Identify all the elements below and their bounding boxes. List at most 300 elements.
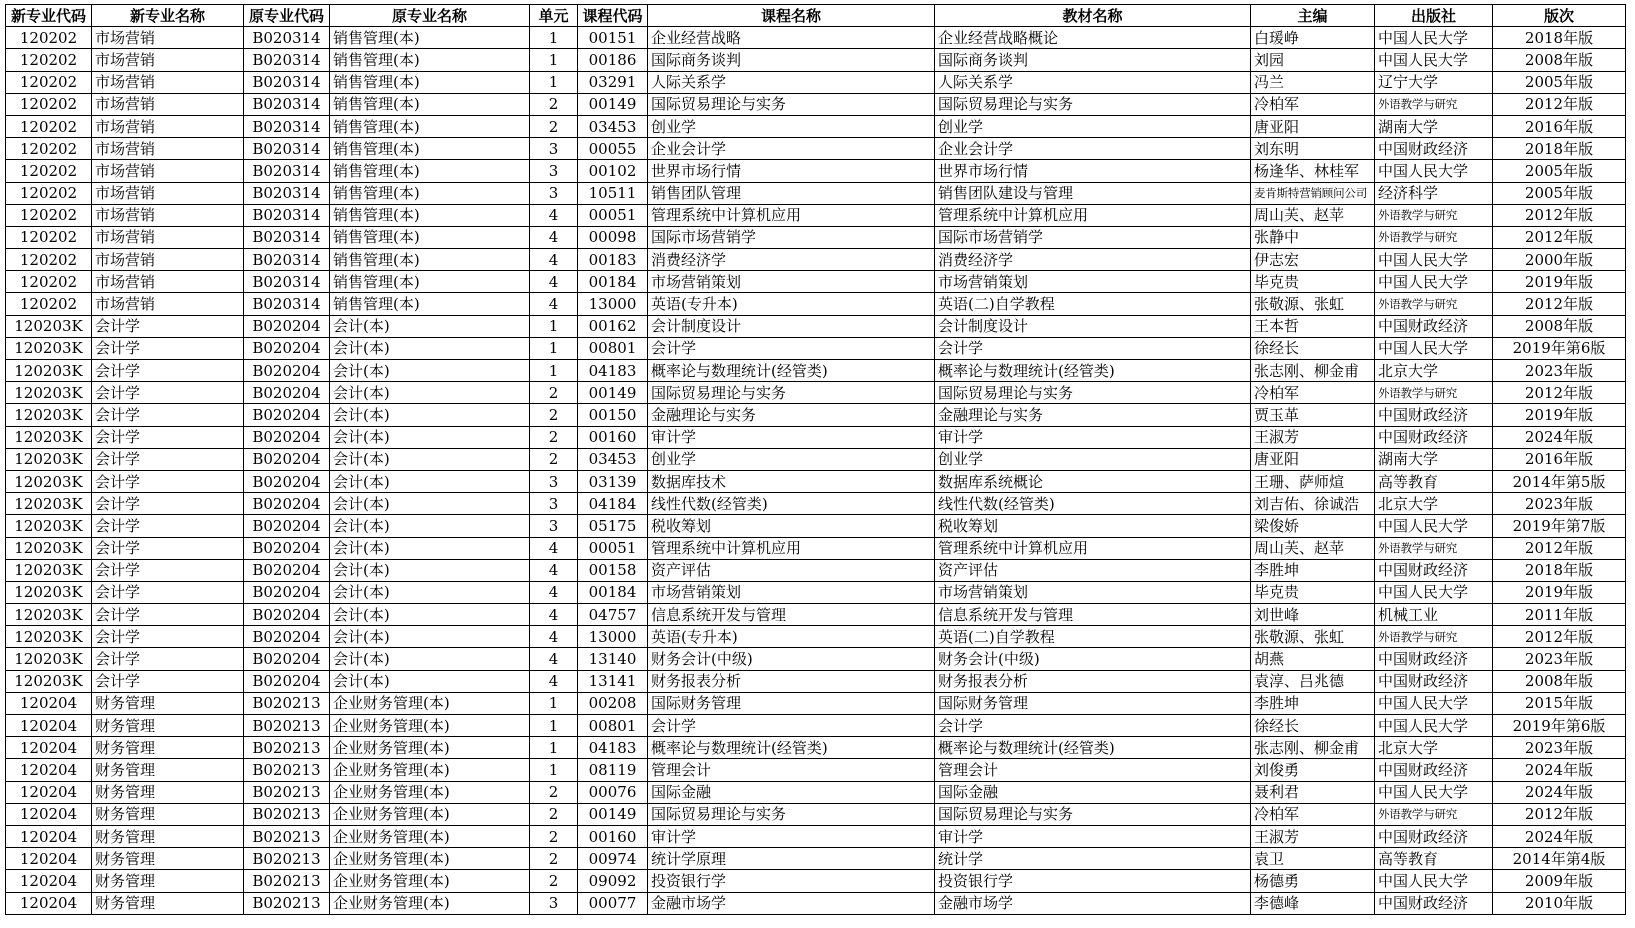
cell-textbook-name: 金融理论与实务: [935, 404, 1251, 426]
cell-unit: 1: [530, 49, 578, 71]
cell-edition: 2012年版: [1493, 204, 1626, 226]
cell-chief-editor: 王淑芳: [1251, 426, 1375, 448]
cell-old-major-name: 企业财务管理(本): [330, 692, 530, 714]
cell-old-major-code: B020204: [244, 315, 330, 337]
cell-edition: 2016年版: [1493, 448, 1626, 470]
cell-edition: 2023年版: [1493, 493, 1626, 515]
cell-course-name: 企业经营战略: [648, 27, 935, 49]
table-row: [6, 160, 1626, 182]
cell-course-name: 信息系统开发与管理: [648, 604, 935, 626]
cell-publisher: 北京大学: [1375, 737, 1493, 759]
cell-unit: 1: [530, 360, 578, 382]
cell-publisher: 中国人民大学: [1375, 515, 1493, 537]
cell-unit: 4: [530, 293, 578, 315]
cell-old-major-name: 销售管理(本): [330, 115, 530, 137]
cell-edition: 2019年版: [1493, 404, 1626, 426]
cell-old-major-code: B020213: [244, 892, 330, 914]
cell-edition: 2024年版: [1493, 759, 1626, 781]
cell-new-major-name: 会计学: [92, 382, 244, 404]
cell-course-name: 创业学: [648, 115, 935, 137]
cell-old-major-code: B020314: [244, 204, 330, 226]
cell-publisher: 中国人民大学: [1375, 249, 1493, 271]
cell-course-code: 00076: [578, 781, 648, 803]
cell-unit: 4: [530, 626, 578, 648]
cell-course-name: 国际财务管理: [648, 692, 935, 714]
cell-publisher: 辽宁大学: [1375, 71, 1493, 93]
cell-unit: 2: [530, 781, 578, 803]
cell-edition: 2015年版: [1493, 692, 1626, 714]
column-header-unit: 单元: [530, 5, 578, 27]
table-header-row: [6, 5, 1626, 27]
cell-old-major-name: 销售管理(本): [330, 49, 530, 71]
cell-textbook-name: 创业学: [935, 448, 1251, 470]
cell-new-major-name: 会计学: [92, 448, 244, 470]
cell-old-major-code: B020314: [244, 160, 330, 182]
cell-new-major-code: 120202: [6, 71, 92, 93]
cell-new-major-name: 财务管理: [92, 759, 244, 781]
cell-new-major-code: 120203K: [6, 493, 92, 515]
cell-old-major-name: 会计(本): [330, 337, 530, 359]
cell-new-major-code: 120204: [6, 737, 92, 759]
cell-publisher: 外语教学与研究: [1375, 226, 1493, 248]
cell-old-major-code: B020213: [244, 759, 330, 781]
cell-publisher: 中国财政经济: [1375, 825, 1493, 847]
cell-new-major-code: 120204: [6, 848, 92, 870]
cell-textbook-name: 国际财务管理: [935, 692, 1251, 714]
table-row: [6, 404, 1626, 426]
cell-old-major-name: 企业财务管理(本): [330, 825, 530, 847]
cell-unit: 4: [530, 271, 578, 293]
cell-course-name: 国际贸易理论与实务: [648, 382, 935, 404]
table-row: [6, 293, 1626, 315]
cell-old-major-name: 企业财务管理(本): [330, 870, 530, 892]
cell-textbook-name: 国际贸易理论与实务: [935, 803, 1251, 825]
cell-old-major-code: B020213: [244, 737, 330, 759]
table-row: [6, 204, 1626, 226]
cell-publisher: 湖南大学: [1375, 115, 1493, 137]
cell-unit: 2: [530, 448, 578, 470]
table-row: [6, 803, 1626, 825]
cell-course-code: 00160: [578, 426, 648, 448]
cell-chief-editor: 刘世峰: [1251, 604, 1375, 626]
cell-edition: 2018年版: [1493, 559, 1626, 581]
cell-chief-editor: 胡燕: [1251, 648, 1375, 670]
cell-chief-editor: 杨逢华、林桂军: [1251, 160, 1375, 182]
cell-new-major-code: 120202: [6, 204, 92, 226]
cell-textbook-name: 金融市场学: [935, 892, 1251, 914]
cell-course-name: 会计制度设计: [648, 315, 935, 337]
cell-course-name: 消费经济学: [648, 249, 935, 271]
cell-new-major-name: 市场营销: [92, 160, 244, 182]
cell-unit: 4: [530, 604, 578, 626]
cell-edition: 2019年版: [1493, 271, 1626, 293]
table-row: [6, 71, 1626, 93]
cell-course-name: 线性代数(经管类): [648, 493, 935, 515]
cell-course-code: 05175: [578, 515, 648, 537]
cell-old-major-name: 会计(本): [330, 315, 530, 337]
cell-old-major-name: 销售管理(本): [330, 71, 530, 93]
cell-textbook-name: 国际商务谈判: [935, 49, 1251, 71]
cell-unit: 1: [530, 27, 578, 49]
table-row: [6, 115, 1626, 137]
cell-course-code: 03453: [578, 448, 648, 470]
cell-old-major-code: B020204: [244, 493, 330, 515]
cell-new-major-code: 120203K: [6, 626, 92, 648]
cell-new-major-code: 120203K: [6, 470, 92, 492]
cell-old-major-code: B020204: [244, 360, 330, 382]
cell-new-major-code: 120202: [6, 93, 92, 115]
cell-textbook-name: 国际贸易理论与实务: [935, 93, 1251, 115]
cell-course-name: 创业学: [648, 448, 935, 470]
cell-new-major-code: 120204: [6, 692, 92, 714]
cell-old-major-name: 企业财务管理(本): [330, 781, 530, 803]
cell-unit: 2: [530, 870, 578, 892]
cell-old-major-code: B020314: [244, 115, 330, 137]
cell-edition: 2012年版: [1493, 803, 1626, 825]
cell-textbook-name: 世界市场行情: [935, 160, 1251, 182]
cell-course-name: 国际金融: [648, 781, 935, 803]
table-row: [6, 626, 1626, 648]
cell-edition: 2008年版: [1493, 670, 1626, 692]
cell-new-major-name: 市场营销: [92, 226, 244, 248]
cell-new-major-code: 120203K: [6, 448, 92, 470]
column-header-new-major-name: 新专业名称: [92, 5, 244, 27]
cell-new-major-code: 120202: [6, 138, 92, 160]
cell-course-code: 00801: [578, 337, 648, 359]
cell-edition: 2014年第5版: [1493, 470, 1626, 492]
table-row: [6, 781, 1626, 803]
cell-course-name: 财务会计(中级): [648, 648, 935, 670]
cell-new-major-code: 120203K: [6, 337, 92, 359]
cell-edition: 2005年版: [1493, 160, 1626, 182]
column-header-old-major-name: 原专业名称: [330, 5, 530, 27]
cell-course-name: 管理会计: [648, 759, 935, 781]
cell-course-code: 04757: [578, 604, 648, 626]
cell-publisher: 高等教育: [1375, 848, 1493, 870]
cell-new-major-name: 会计学: [92, 515, 244, 537]
cell-course-name: 金融市场学: [648, 892, 935, 914]
cell-old-major-name: 会计(本): [330, 382, 530, 404]
cell-new-major-name: 会计学: [92, 360, 244, 382]
cell-new-major-code: 120202: [6, 27, 92, 49]
cell-publisher: 中国人民大学: [1375, 49, 1493, 71]
cell-textbook-name: 国际金融: [935, 781, 1251, 803]
cell-edition: 2008年版: [1493, 315, 1626, 337]
cell-old-major-code: B020314: [244, 138, 330, 160]
cell-old-major-name: 销售管理(本): [330, 93, 530, 115]
cell-new-major-name: 会计学: [92, 581, 244, 603]
cell-new-major-code: 120203K: [6, 604, 92, 626]
column-header-publisher: 出版社: [1375, 5, 1493, 27]
cell-old-major-name: 会计(本): [330, 515, 530, 537]
cell-edition: 2019年第6版: [1493, 337, 1626, 359]
cell-chief-editor: 徐经长: [1251, 337, 1375, 359]
cell-unit: 2: [530, 93, 578, 115]
cell-old-major-code: B020314: [244, 271, 330, 293]
cell-new-major-code: 120203K: [6, 670, 92, 692]
cell-new-major-name: 财务管理: [92, 692, 244, 714]
table-row: [6, 515, 1626, 537]
cell-chief-editor: 毕克贵: [1251, 271, 1375, 293]
cell-chief-editor: 白瑗峥: [1251, 27, 1375, 49]
cell-new-major-name: 市场营销: [92, 182, 244, 204]
cell-course-name: 审计学: [648, 825, 935, 847]
cell-course-name: 国际贸易理论与实务: [648, 803, 935, 825]
cell-course-code: 03139: [578, 470, 648, 492]
cell-publisher: 中国人民大学: [1375, 715, 1493, 737]
cell-new-major-code: 120202: [6, 115, 92, 137]
cell-edition: 2023年版: [1493, 360, 1626, 382]
cell-edition: 2019年第6版: [1493, 715, 1626, 737]
cell-chief-editor: 贾玉革: [1251, 404, 1375, 426]
cell-new-major-name: 市场营销: [92, 115, 244, 137]
cell-publisher: 外语教学与研究: [1375, 537, 1493, 559]
cell-unit: 4: [530, 249, 578, 271]
column-header-textbook-name: 教材名称: [935, 5, 1251, 27]
cell-chief-editor: 刘吉佑、徐诚浩: [1251, 493, 1375, 515]
cell-course-code: 10511: [578, 182, 648, 204]
cell-unit: 2: [530, 404, 578, 426]
cell-new-major-code: 120203K: [6, 559, 92, 581]
cell-textbook-name: 概率论与数理统计(经管类): [935, 360, 1251, 382]
table-row: [6, 870, 1626, 892]
cell-edition: 2023年版: [1493, 648, 1626, 670]
table-row: [6, 382, 1626, 404]
table-row: [6, 315, 1626, 337]
cell-course-name: 概率论与数理统计(经管类): [648, 737, 935, 759]
cell-publisher: 外语教学与研究: [1375, 204, 1493, 226]
cell-textbook-name: 概率论与数理统计(经管类): [935, 737, 1251, 759]
table-row: [6, 426, 1626, 448]
cell-old-major-name: 企业财务管理(本): [330, 848, 530, 870]
cell-edition: 2000年版: [1493, 249, 1626, 271]
cell-old-major-code: B020204: [244, 448, 330, 470]
cell-unit: 1: [530, 337, 578, 359]
cell-course-name: 世界市场行情: [648, 160, 935, 182]
cell-old-major-code: B020213: [244, 825, 330, 847]
cell-edition: 2012年版: [1493, 537, 1626, 559]
cell-course-name: 市场营销策划: [648, 581, 935, 603]
cell-old-major-name: 企业财务管理(本): [330, 803, 530, 825]
cell-edition: 2024年版: [1493, 426, 1626, 448]
cell-course-name: 管理系统中计算机应用: [648, 537, 935, 559]
cell-publisher: 北京大学: [1375, 493, 1493, 515]
cell-new-major-name: 会计学: [92, 648, 244, 670]
cell-course-code: 00801: [578, 715, 648, 737]
cell-new-major-name: 会计学: [92, 426, 244, 448]
cell-unit: 1: [530, 315, 578, 337]
cell-textbook-name: 企业会计学: [935, 138, 1251, 160]
cell-course-name: 财务报表分析: [648, 670, 935, 692]
cell-publisher: 中国人民大学: [1375, 581, 1493, 603]
cell-textbook-name: 线性代数(经管类): [935, 493, 1251, 515]
cell-unit: 2: [530, 426, 578, 448]
cell-old-major-name: 会计(本): [330, 626, 530, 648]
cell-publisher: 外语教学与研究: [1375, 93, 1493, 115]
cell-publisher: 中国财政经济: [1375, 138, 1493, 160]
cell-new-major-name: 财务管理: [92, 737, 244, 759]
table-row: [6, 226, 1626, 248]
cell-old-major-code: B020213: [244, 715, 330, 737]
cell-course-code: 09092: [578, 870, 648, 892]
cell-old-major-name: 销售管理(本): [330, 182, 530, 204]
cell-publisher: 机械工业: [1375, 604, 1493, 626]
cell-course-name: 概率论与数理统计(经管类): [648, 360, 935, 382]
cell-unit: 1: [530, 692, 578, 714]
cell-textbook-name: 审计学: [935, 426, 1251, 448]
cell-old-major-name: 会计(本): [330, 648, 530, 670]
cell-new-major-name: 会计学: [92, 315, 244, 337]
cell-textbook-name: 市场营销策划: [935, 271, 1251, 293]
cell-publisher: 中国人民大学: [1375, 27, 1493, 49]
cell-new-major-name: 会计学: [92, 537, 244, 559]
cell-edition: 2016年版: [1493, 115, 1626, 137]
cell-course-code: 13141: [578, 670, 648, 692]
cell-course-name: 数据库技术: [648, 470, 935, 492]
cell-textbook-name: 会计学: [935, 337, 1251, 359]
cell-textbook-name: 统计学: [935, 848, 1251, 870]
cell-unit: 4: [530, 226, 578, 248]
cell-chief-editor: 冷柏军: [1251, 803, 1375, 825]
cell-course-name: 企业会计学: [648, 138, 935, 160]
textbook-table-sheet: [5, 4, 1626, 915]
cell-textbook-name: 管理系统中计算机应用: [935, 537, 1251, 559]
column-header-course-code: 课程代码: [578, 5, 648, 27]
cell-old-major-code: B020204: [244, 581, 330, 603]
cell-old-major-code: B020204: [244, 670, 330, 692]
cell-chief-editor: 徐经长: [1251, 715, 1375, 737]
cell-old-major-code: B020314: [244, 182, 330, 204]
cell-chief-editor: 李德峰: [1251, 892, 1375, 914]
cell-new-major-code: 120204: [6, 825, 92, 847]
cell-textbook-name: 审计学: [935, 825, 1251, 847]
cell-publisher: 中国财政经济: [1375, 648, 1493, 670]
cell-course-name: 投资银行学: [648, 870, 935, 892]
cell-textbook-name: 市场营销策划: [935, 581, 1251, 603]
cell-old-major-code: B020213: [244, 803, 330, 825]
cell-chief-editor: 伊志宏: [1251, 249, 1375, 271]
cell-old-major-name: 会计(本): [330, 670, 530, 692]
column-header-course-name: 课程名称: [648, 5, 935, 27]
cell-course-name: 会计学: [648, 715, 935, 737]
cell-publisher: 外语教学与研究: [1375, 626, 1493, 648]
cell-course-name: 统计学原理: [648, 848, 935, 870]
cell-course-code: 03453: [578, 115, 648, 137]
cell-old-major-code: B020204: [244, 470, 330, 492]
cell-old-major-code: B020314: [244, 71, 330, 93]
cell-new-major-code: 120204: [6, 759, 92, 781]
cell-publisher: 中国财政经济: [1375, 892, 1493, 914]
cell-old-major-code: B020204: [244, 382, 330, 404]
cell-chief-editor: 刘俊勇: [1251, 759, 1375, 781]
cell-chief-editor: 刘园: [1251, 49, 1375, 71]
cell-publisher: 北京大学: [1375, 360, 1493, 382]
cell-old-major-code: B020213: [244, 692, 330, 714]
cell-textbook-name: 消费经济学: [935, 249, 1251, 271]
cell-course-code: 04183: [578, 737, 648, 759]
cell-new-major-code: 120204: [6, 892, 92, 914]
cell-new-major-code: 120202: [6, 271, 92, 293]
cell-unit: 1: [530, 715, 578, 737]
cell-new-major-name: 市场营销: [92, 49, 244, 71]
cell-publisher: 中国人民大学: [1375, 781, 1493, 803]
cell-old-major-name: 会计(本): [330, 604, 530, 626]
cell-course-name: 国际贸易理论与实务: [648, 93, 935, 115]
cell-old-major-code: B020213: [244, 781, 330, 803]
cell-course-code: 00208: [578, 692, 648, 714]
textbook-table: [5, 4, 1626, 915]
cell-chief-editor: 毕克贵: [1251, 581, 1375, 603]
cell-old-major-code: B020314: [244, 27, 330, 49]
cell-edition: 2024年版: [1493, 781, 1626, 803]
cell-textbook-name: 英语(二)自学教程: [935, 293, 1251, 315]
cell-publisher: 中国人民大学: [1375, 692, 1493, 714]
cell-course-name: 英语(专升本): [648, 626, 935, 648]
cell-new-major-code: 120203K: [6, 537, 92, 559]
cell-edition: 2018年版: [1493, 27, 1626, 49]
cell-course-code: 00051: [578, 537, 648, 559]
cell-publisher: 外语教学与研究: [1375, 803, 1493, 825]
cell-course-code: 00149: [578, 803, 648, 825]
cell-new-major-code: 120203K: [6, 315, 92, 337]
cell-publisher: 中国财政经济: [1375, 315, 1493, 337]
cell-chief-editor: 周山芙、赵苹: [1251, 204, 1375, 226]
cell-unit: 3: [530, 892, 578, 914]
cell-course-code: 04184: [578, 493, 648, 515]
cell-old-major-code: B020213: [244, 848, 330, 870]
cell-old-major-name: 会计(本): [330, 360, 530, 382]
cell-new-major-name: 市场营销: [92, 249, 244, 271]
cell-new-major-name: 会计学: [92, 604, 244, 626]
cell-publisher: 中国人民大学: [1375, 337, 1493, 359]
cell-course-name: 市场营销策划: [648, 271, 935, 293]
cell-publisher: 中国人民大学: [1375, 160, 1493, 182]
cell-course-name: 国际市场营销学: [648, 226, 935, 248]
cell-unit: 4: [530, 559, 578, 581]
cell-textbook-name: 资产评估: [935, 559, 1251, 581]
table-row: [6, 692, 1626, 714]
cell-new-major-name: 会计学: [92, 470, 244, 492]
cell-new-major-code: 120204: [6, 803, 92, 825]
cell-textbook-name: 管理会计: [935, 759, 1251, 781]
cell-edition: 2014年第4版: [1493, 848, 1626, 870]
cell-new-major-name: 财务管理: [92, 803, 244, 825]
cell-publisher: 高等教育: [1375, 470, 1493, 492]
cell-publisher: 经济科学: [1375, 182, 1493, 204]
cell-publisher: 中国财政经济: [1375, 426, 1493, 448]
cell-course-code: 00158: [578, 559, 648, 581]
cell-chief-editor: 唐亚阳: [1251, 115, 1375, 137]
cell-unit: 4: [530, 581, 578, 603]
cell-course-code: 03291: [578, 71, 648, 93]
table-row: [6, 249, 1626, 271]
table-row: [6, 49, 1626, 71]
cell-old-major-code: B020204: [244, 648, 330, 670]
cell-chief-editor: 袁淳、吕兆德: [1251, 670, 1375, 692]
cell-old-major-code: B020314: [244, 249, 330, 271]
cell-chief-editor: 袁卫: [1251, 848, 1375, 870]
table-row: [6, 759, 1626, 781]
cell-new-major-code: 120204: [6, 870, 92, 892]
column-header-old-major-code: 原专业代码: [244, 5, 330, 27]
cell-old-major-name: 企业财务管理(本): [330, 715, 530, 737]
cell-old-major-name: 会计(本): [330, 426, 530, 448]
cell-edition: 2008年版: [1493, 49, 1626, 71]
cell-course-code: 00077: [578, 892, 648, 914]
table-row: [6, 271, 1626, 293]
cell-textbook-name: 国际贸易理论与实务: [935, 382, 1251, 404]
cell-edition: 2012年版: [1493, 226, 1626, 248]
